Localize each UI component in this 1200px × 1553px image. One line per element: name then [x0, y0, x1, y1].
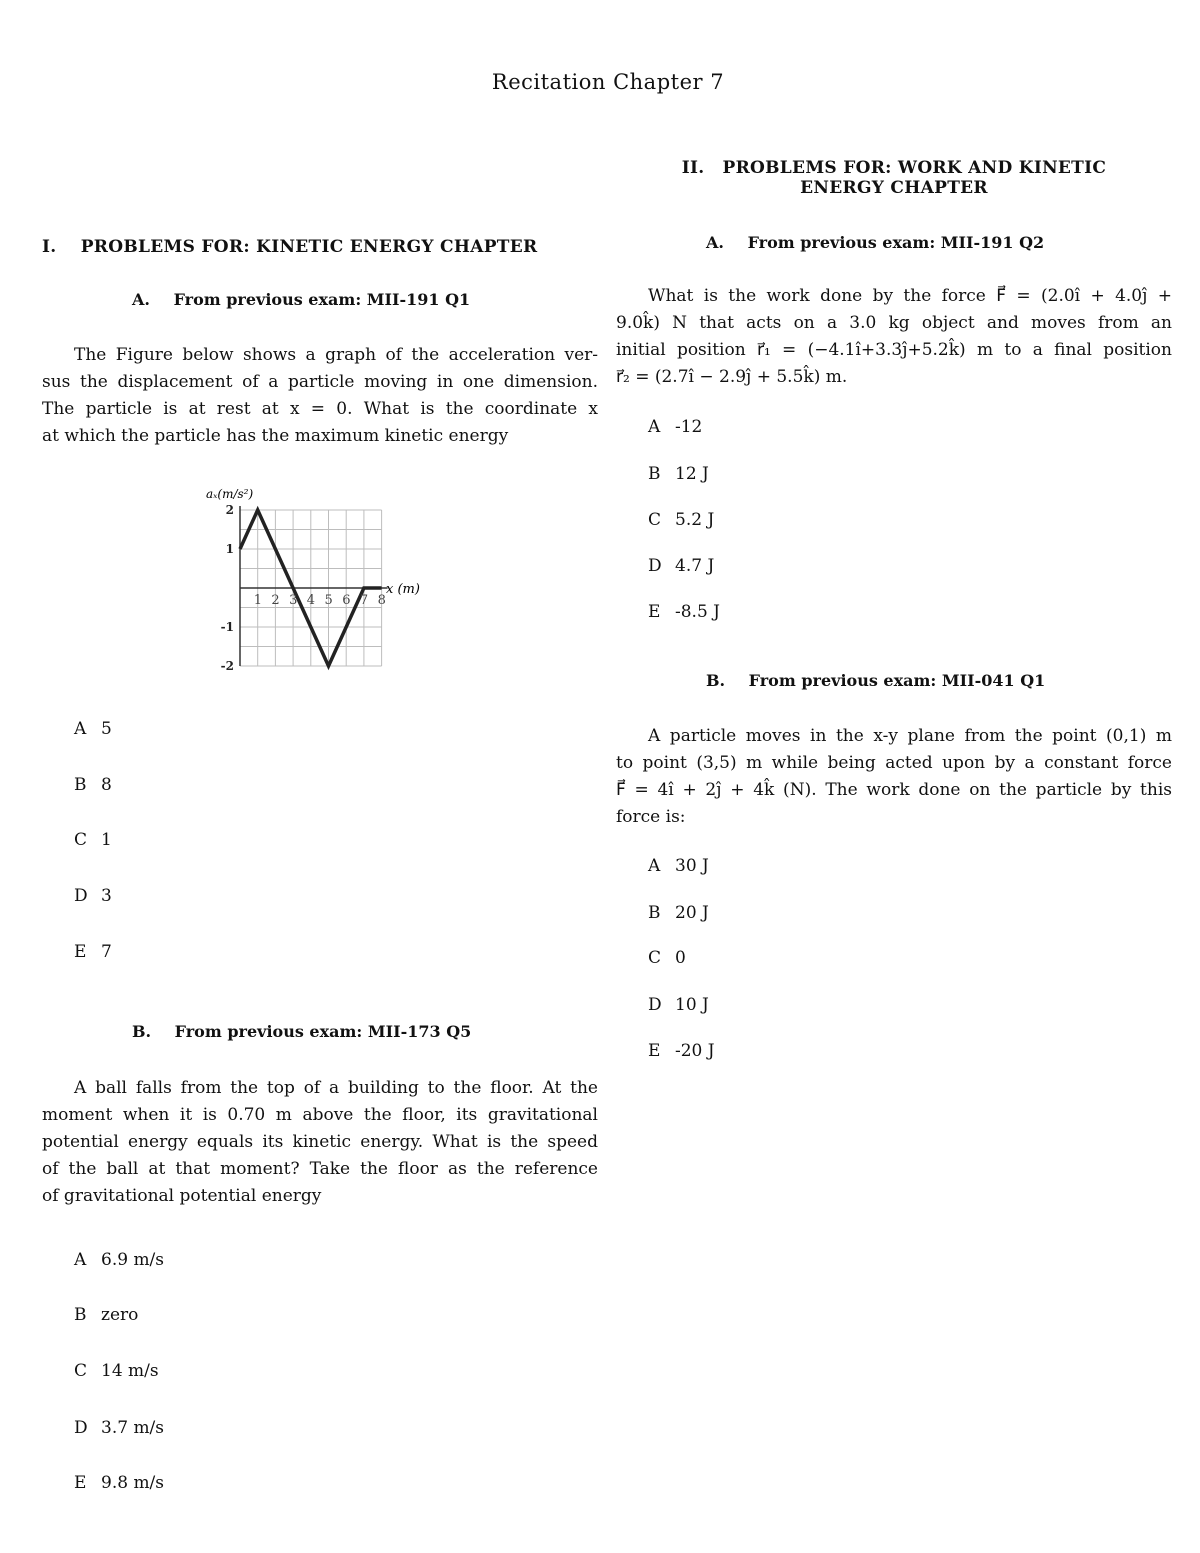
x-tick-label: 6	[342, 593, 351, 608]
section-title-continued: ENERGY CHAPTER	[800, 178, 988, 198]
option-text: -12	[675, 417, 703, 437]
x-tick-label: 2	[271, 593, 280, 608]
option-item	[74, 1305, 138, 1325]
text-line: potential energy equals its kinetic energy. What is the speed	[42, 1132, 598, 1152]
option-item	[648, 510, 714, 530]
problem-label: B.	[706, 671, 726, 690]
problem-a-text	[42, 342, 598, 450]
option-letter: C	[648, 948, 662, 968]
option-item	[648, 464, 709, 484]
option-item	[648, 948, 686, 968]
option-letter: D	[648, 995, 662, 1015]
option-letter: E	[74, 1473, 87, 1493]
section-heading-work-kinetic-energy	[616, 158, 1172, 198]
option-text: 0	[675, 948, 686, 968]
text-line: of the ball at that moment? Take the floor as the reference	[42, 1159, 598, 1179]
text-line: A ball falls from the top of a building to the floor. At the	[74, 1078, 598, 1098]
option-letter: E	[648, 602, 661, 622]
problem-label: A.	[706, 233, 724, 252]
text-line: moment when it is 0.70 m above the floor, its gravitational	[42, 1105, 598, 1125]
text-line: What is the work done by the force F⃗ = (2.0î + 4.0ĵ +	[648, 286, 1172, 306]
option-item	[74, 886, 112, 906]
option-text: 5.2 J	[675, 510, 715, 530]
option-item	[648, 995, 709, 1015]
page-title: Recitation Chapter 7	[491, 70, 725, 94]
option-letter: D	[648, 556, 662, 576]
option-item	[74, 1418, 164, 1438]
problem-a-heading	[132, 290, 470, 309]
option-text: 30 J	[675, 856, 709, 876]
option-text: 10 J	[675, 995, 709, 1015]
text-line: A particle moves in the x-y plane from the point (0,1) m	[648, 726, 1172, 746]
x-axis-label: x (m)	[386, 582, 420, 597]
option-text: 20 J	[675, 903, 709, 923]
problem-source: From previous exam: MII-041 Q1	[748, 671, 1046, 690]
text-line: F⃗ = 4î + 2ĵ + 4k̂ (N). The work done on the particle by this	[616, 780, 1172, 800]
option-text: 9.8 m/s	[101, 1473, 165, 1493]
option-text: -8.5 J	[675, 602, 720, 622]
x-tick-label: 1	[253, 593, 262, 608]
option-letter: B	[74, 1305, 87, 1325]
x-tick-label: 8	[377, 593, 386, 608]
section-title: PROBLEMS FOR: KINETIC ENERGY CHAPTER	[80, 237, 538, 257]
problem-a-text	[616, 283, 1172, 391]
problem-b-text	[42, 1075, 598, 1210]
option-item	[74, 1250, 164, 1270]
problem-b-text	[616, 723, 1172, 831]
option-item	[648, 903, 709, 923]
text-line: sus the displacement of a particle moving in one dimension.	[42, 372, 598, 392]
x-tick-label: 3	[289, 593, 298, 608]
option-item	[74, 942, 112, 962]
option-text: -20 J	[675, 1041, 715, 1061]
section-heading-kinetic-energy	[42, 237, 537, 257]
problem-source: From previous exam: MII-191 Q1	[173, 290, 471, 309]
option-item	[648, 602, 720, 622]
y-tick-labels	[221, 503, 234, 673]
x-tick-labels	[254, 593, 386, 608]
text-line: The particle is at rest at x = 0. What is the coordinate x	[42, 399, 598, 419]
option-letter: E	[648, 1041, 661, 1061]
y-tick-label: -2	[220, 659, 234, 673]
option-text: 3	[101, 886, 112, 906]
option-letter: A	[648, 417, 661, 437]
option-text: 12 J	[675, 464, 709, 484]
text-line: 9.0k̂) N that acts on a 3.0 kg object and moves from an	[616, 313, 1172, 333]
y-axis-label: aₓ(m/s²)	[206, 487, 254, 501]
option-letter: D	[74, 886, 88, 906]
option-letter: E	[74, 942, 87, 962]
option-letter: A	[74, 719, 87, 739]
option-item	[648, 1041, 715, 1061]
option-letter: D	[74, 1418, 88, 1438]
option-text: 6.9 m/s	[101, 1250, 165, 1270]
problem-b-heading	[706, 671, 1045, 690]
option-item	[648, 417, 702, 437]
problem-b-heading	[132, 1022, 471, 1041]
option-text: 5	[101, 719, 112, 739]
text-line: at which the particle has the maximum kinetic energy	[42, 426, 509, 446]
option-text: 4.7 J	[675, 556, 715, 576]
text-line: to point (3,5) m while being acted upon by a constant force	[616, 753, 1172, 773]
problem-label: B.	[132, 1022, 152, 1041]
text-line: of gravitational potential energy	[42, 1186, 322, 1206]
option-letter: C	[648, 510, 662, 530]
option-item	[74, 775, 112, 795]
x-tick-label: 4	[306, 593, 316, 608]
problem-a-heading	[706, 233, 1044, 252]
text-line: force is:	[616, 807, 686, 827]
option-item	[648, 556, 714, 576]
option-item	[74, 1473, 164, 1493]
option-text: zero	[101, 1305, 139, 1325]
problem-source: From previous exam: MII-191 Q2	[747, 233, 1045, 252]
option-item	[74, 830, 112, 850]
option-item	[74, 719, 112, 739]
option-letter: A	[74, 1250, 87, 1270]
problem-label: A.	[132, 290, 150, 309]
section-number: II.	[681, 158, 705, 178]
option-item	[74, 1361, 159, 1381]
acceleration-vs-displacement-graph	[190, 478, 440, 678]
text-line: initial position r⃗₁ = (−4.1î+3.3ĵ+5.2k̂) m to a final position	[616, 340, 1172, 360]
option-item	[648, 856, 709, 876]
option-letter: A	[648, 856, 661, 876]
problem-source: From previous exam: MII-173 Q5	[174, 1022, 472, 1041]
option-letter: C	[74, 830, 88, 850]
text-line: r⃗₂ = (2.7î − 2.9ĵ + 5.5k̂) m.	[616, 367, 848, 387]
x-tick-label: 5	[324, 593, 333, 608]
option-text: 1	[101, 830, 112, 850]
option-text: 3.7 m/s	[101, 1418, 165, 1438]
y-tick-label: 2	[225, 503, 234, 517]
text-line: The Figure below shows a graph of the acceleration ver-	[74, 345, 598, 365]
option-text: 14 m/s	[101, 1361, 159, 1381]
y-tick-label: 1	[225, 542, 234, 556]
option-letter: C	[74, 1361, 88, 1381]
option-text: 7	[101, 942, 112, 962]
option-text: 8	[101, 775, 112, 795]
option-letter: B	[74, 775, 87, 795]
x-tick-label: 7	[359, 593, 369, 608]
option-letter: B	[648, 903, 661, 923]
section-number: I.	[42, 237, 57, 257]
option-letter: B	[648, 464, 661, 484]
y-tick-label: -1	[220, 620, 234, 634]
section-title: PROBLEMS FOR: WORK AND KINETIC	[722, 158, 1107, 178]
